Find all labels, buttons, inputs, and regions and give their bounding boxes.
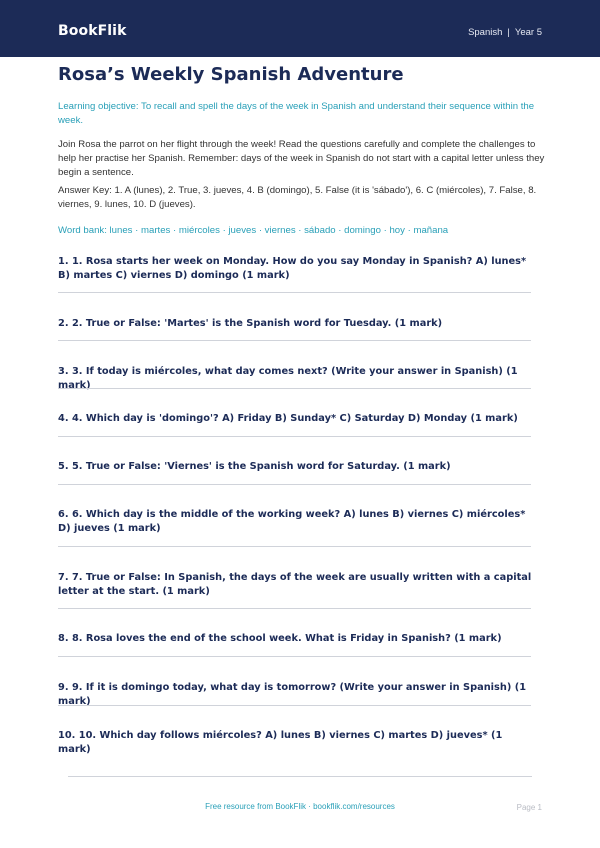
question-9: 9. 9. If it is domingo today, what day is tomorrow? (Write your answer in Spanish) (1 mark) bbox=[58, 682, 527, 707]
answer-line-9[interactable] bbox=[58, 705, 531, 706]
footer-link[interactable]: Free resource from BookFlik · bookflik.com/resources bbox=[205, 802, 395, 811]
question-3: 3. 3. If today is miércoles, what day comes next? (Write your answer in Spanish) (1 mark) bbox=[58, 366, 518, 391]
separator: | bbox=[507, 27, 510, 38]
learning-objective: Learning objective: To recall and spell the days of the week in Spanish and understand their sequence within the week. bbox=[58, 101, 535, 126]
question-7: 7. 7. True or False: In Spanish, the days of the week are usually written with a capital letter at the start. (1 mark) bbox=[58, 572, 532, 597]
subject-year-label bbox=[468, 27, 542, 39]
answer-line-7[interactable] bbox=[58, 608, 531, 609]
header-bar bbox=[0, 0, 600, 57]
intro-text: Join Rosa the parrot on her flight through the week! Read the questions carefully and complete the challenges to help her practise her Spanish. Remember: days of the week in Spanish do not start with a capital letter unless they begin a sentence. bbox=[58, 139, 545, 178]
question-2: 2. 2. True or False: 'Martes' is the Spanish word for Tuesday. (1 mark) bbox=[58, 318, 443, 329]
answer-line-2[interactable] bbox=[58, 340, 531, 341]
year-label: Year 5 bbox=[514, 27, 542, 38]
answer-line-5[interactable] bbox=[58, 484, 531, 485]
question-1: 1. 1. Rosa starts her week on Monday. How do you say Monday in Spanish? A) lunes* B) martes C) viernes D) domingo (1 mark) bbox=[58, 256, 527, 281]
subject-label: Spanish bbox=[468, 27, 503, 38]
question-6: 6. 6. Which day is the middle of the working week? A) lunes B) viernes C) miércoles* D) jueves (1 mark) bbox=[58, 509, 526, 534]
answer-line-8[interactable] bbox=[58, 656, 531, 657]
answer-line-6[interactable] bbox=[58, 546, 531, 547]
answer-key: Answer Key: 1. A (lunes), 2. True, 3. jueves, 4. B (domingo), 5. False (it is 'sábado'), 6. C (miércoles), 7. False, 8. viernes, 9. lunes, 10. D (jueves). bbox=[58, 185, 537, 210]
footer-divider bbox=[68, 776, 532, 777]
question-10: 10. 10. Which day follows miércoles? A) lunes B) viernes C) martes D) jueves* (1 mark) bbox=[58, 730, 503, 755]
question-4: 4. 4. Which day is 'domingo'? A) Friday B) Sunday* C) Saturday D) Monday (1 mark) bbox=[58, 413, 518, 424]
answer-line-4[interactable] bbox=[58, 436, 531, 437]
word-bank: Word bank: lunes · martes · miércoles · jueves · viernes · sábado · domingo · hoy · mañana bbox=[58, 225, 449, 236]
question-8: 8. 8. Rosa loves the end of the school week. What is Friday in Spanish? (1 mark) bbox=[58, 633, 502, 644]
brand-logo[interactable]: BookFlik bbox=[58, 23, 127, 39]
answer-line-3[interactable] bbox=[58, 388, 531, 389]
page-title: Rosa’s Weekly Spanish Adventure bbox=[58, 64, 404, 85]
answer-line-1[interactable] bbox=[58, 292, 531, 293]
page-number: Page 1 bbox=[516, 803, 542, 812]
question-5: 5. 5. True or False: 'Viernes' is the Spanish word for Saturday. (1 mark) bbox=[58, 461, 451, 472]
